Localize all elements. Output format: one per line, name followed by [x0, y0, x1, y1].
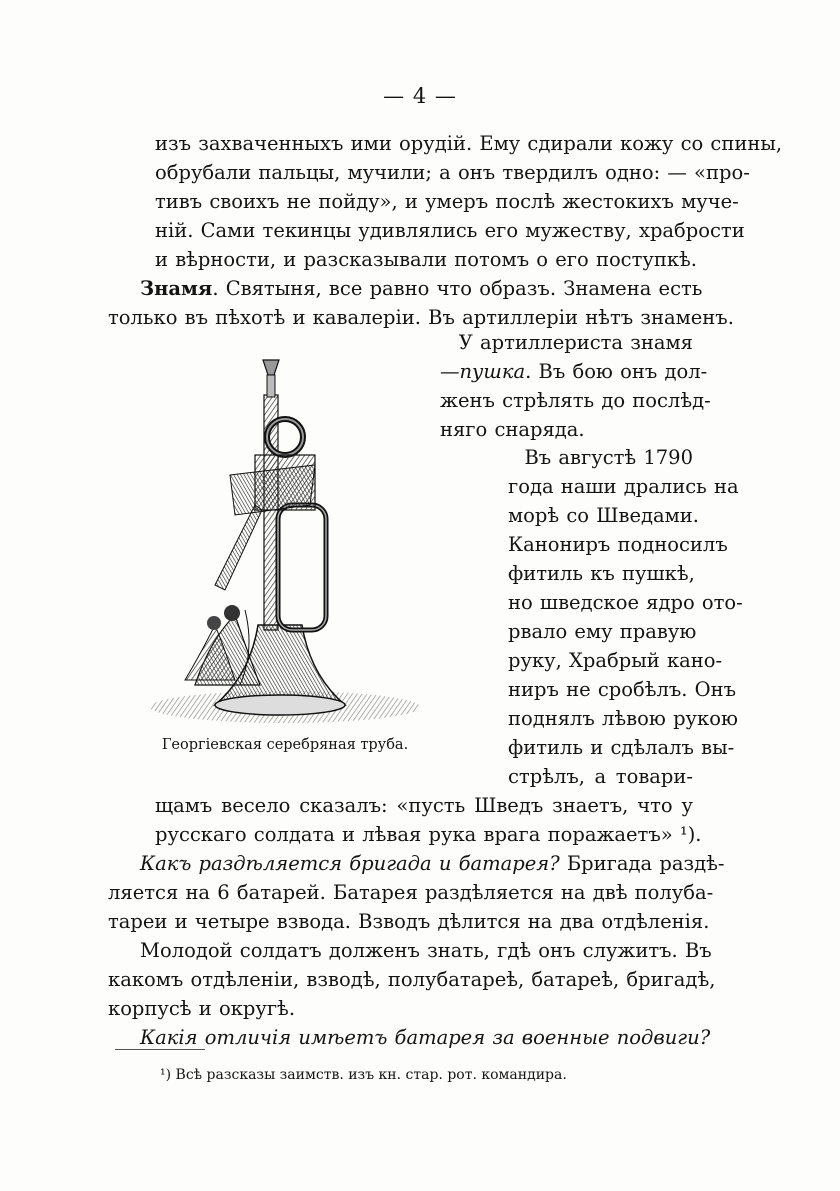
footnote: ¹) Всѣ разсказы заимств. изъ кн. стар. рот. командира. — [160, 1067, 567, 1083]
text-line: Въ августѣ 1790 — [524, 446, 693, 469]
text-line: изъ захваченныхъ ими орудій. Ему сдирали кожу со спины, — [155, 132, 783, 155]
text-line: только въ пѣхотѣ и кавалеріи. Въ артиллеріи нѣтъ знаменъ. — [108, 306, 734, 329]
text-line: фитиль и сдѣлалъ вы- — [508, 736, 735, 759]
text-line: Канониръ подносилъ — [508, 533, 728, 556]
text-line: рвало ему правую — [508, 620, 697, 643]
question-heading: Какія отличія имѣетъ батарея за военные подвиги? — [140, 1026, 711, 1049]
page-number: — 4 — — [383, 84, 457, 108]
text-line: няго снаряда. — [440, 418, 585, 441]
text-line: но шведское ядро ото- — [508, 591, 743, 614]
text-line: стрѣлъ, а товари- — [508, 765, 693, 788]
text-line: ниръ не сробѣлъ. Онъ — [508, 678, 737, 701]
text-line: тареи и четыре взвода. Взводъ дѣлится на два отдѣленія. — [108, 910, 710, 933]
text-line: У артиллериста знамя — [458, 331, 693, 354]
text-line: ній. Сами текинцы удивлялись его мужеству, храбрости — [155, 219, 745, 242]
text-line: женъ стрѣлять до послѣд- — [440, 389, 711, 412]
text-line: щамъ весело сказалъ: «пусть Шведъ знаетъ, что у — [155, 794, 693, 817]
illustration-caption: Георгіевская серебряная труба. — [161, 737, 409, 753]
text-line: тивъ своихъ не пойду», и умеръ послѣ жестокихъ муче- — [155, 190, 739, 213]
trumpet-illustration — [140, 355, 425, 730]
text-line: поднялъ лѣвою рукою — [508, 707, 738, 730]
text-line: какомъ отдѣленіи, взводѣ, полубатареѣ, батареѣ, бригадѣ, — [108, 968, 716, 991]
text-line: Знамя. Святыня, все равно что образъ. Знамена есть — [140, 277, 703, 300]
text-line: Какъ раздѣляется бригада и батарея? Бригада раздѣ- — [140, 852, 725, 875]
text-line: морѣ со Шведами. — [508, 504, 699, 527]
text-line: года наши дрались на — [508, 475, 739, 498]
text-line: русскаго солдата и лѣвая рука врага поражаетъ» ¹). — [155, 823, 702, 846]
text-line: обрубали пальцы, мучили; а онъ твердилъ одно: — «про- — [155, 161, 750, 184]
text-line: ляется на 6 батарей. Батарея раздѣляется на двѣ полуба- — [108, 881, 714, 904]
term-heading: Знамя — [140, 277, 213, 300]
text-line: фитиль къ пушкѣ, — [508, 562, 695, 585]
question-heading: Какъ раздѣляется бригада и батарея? — [140, 852, 560, 875]
footnote-rule — [115, 1049, 205, 1050]
text-line: и вѣрности, и разсказывали потомъ о его поступкѣ. — [155, 248, 698, 271]
text-line: корпусѣ и округѣ. — [108, 997, 296, 1020]
text-line: руку, Храбрый кано- — [508, 649, 723, 672]
text-line: —пушка. Въ бою онъ дол- — [440, 360, 708, 383]
text-line: Молодой солдатъ долженъ знать, гдѣ онъ служитъ. Въ — [140, 939, 712, 962]
